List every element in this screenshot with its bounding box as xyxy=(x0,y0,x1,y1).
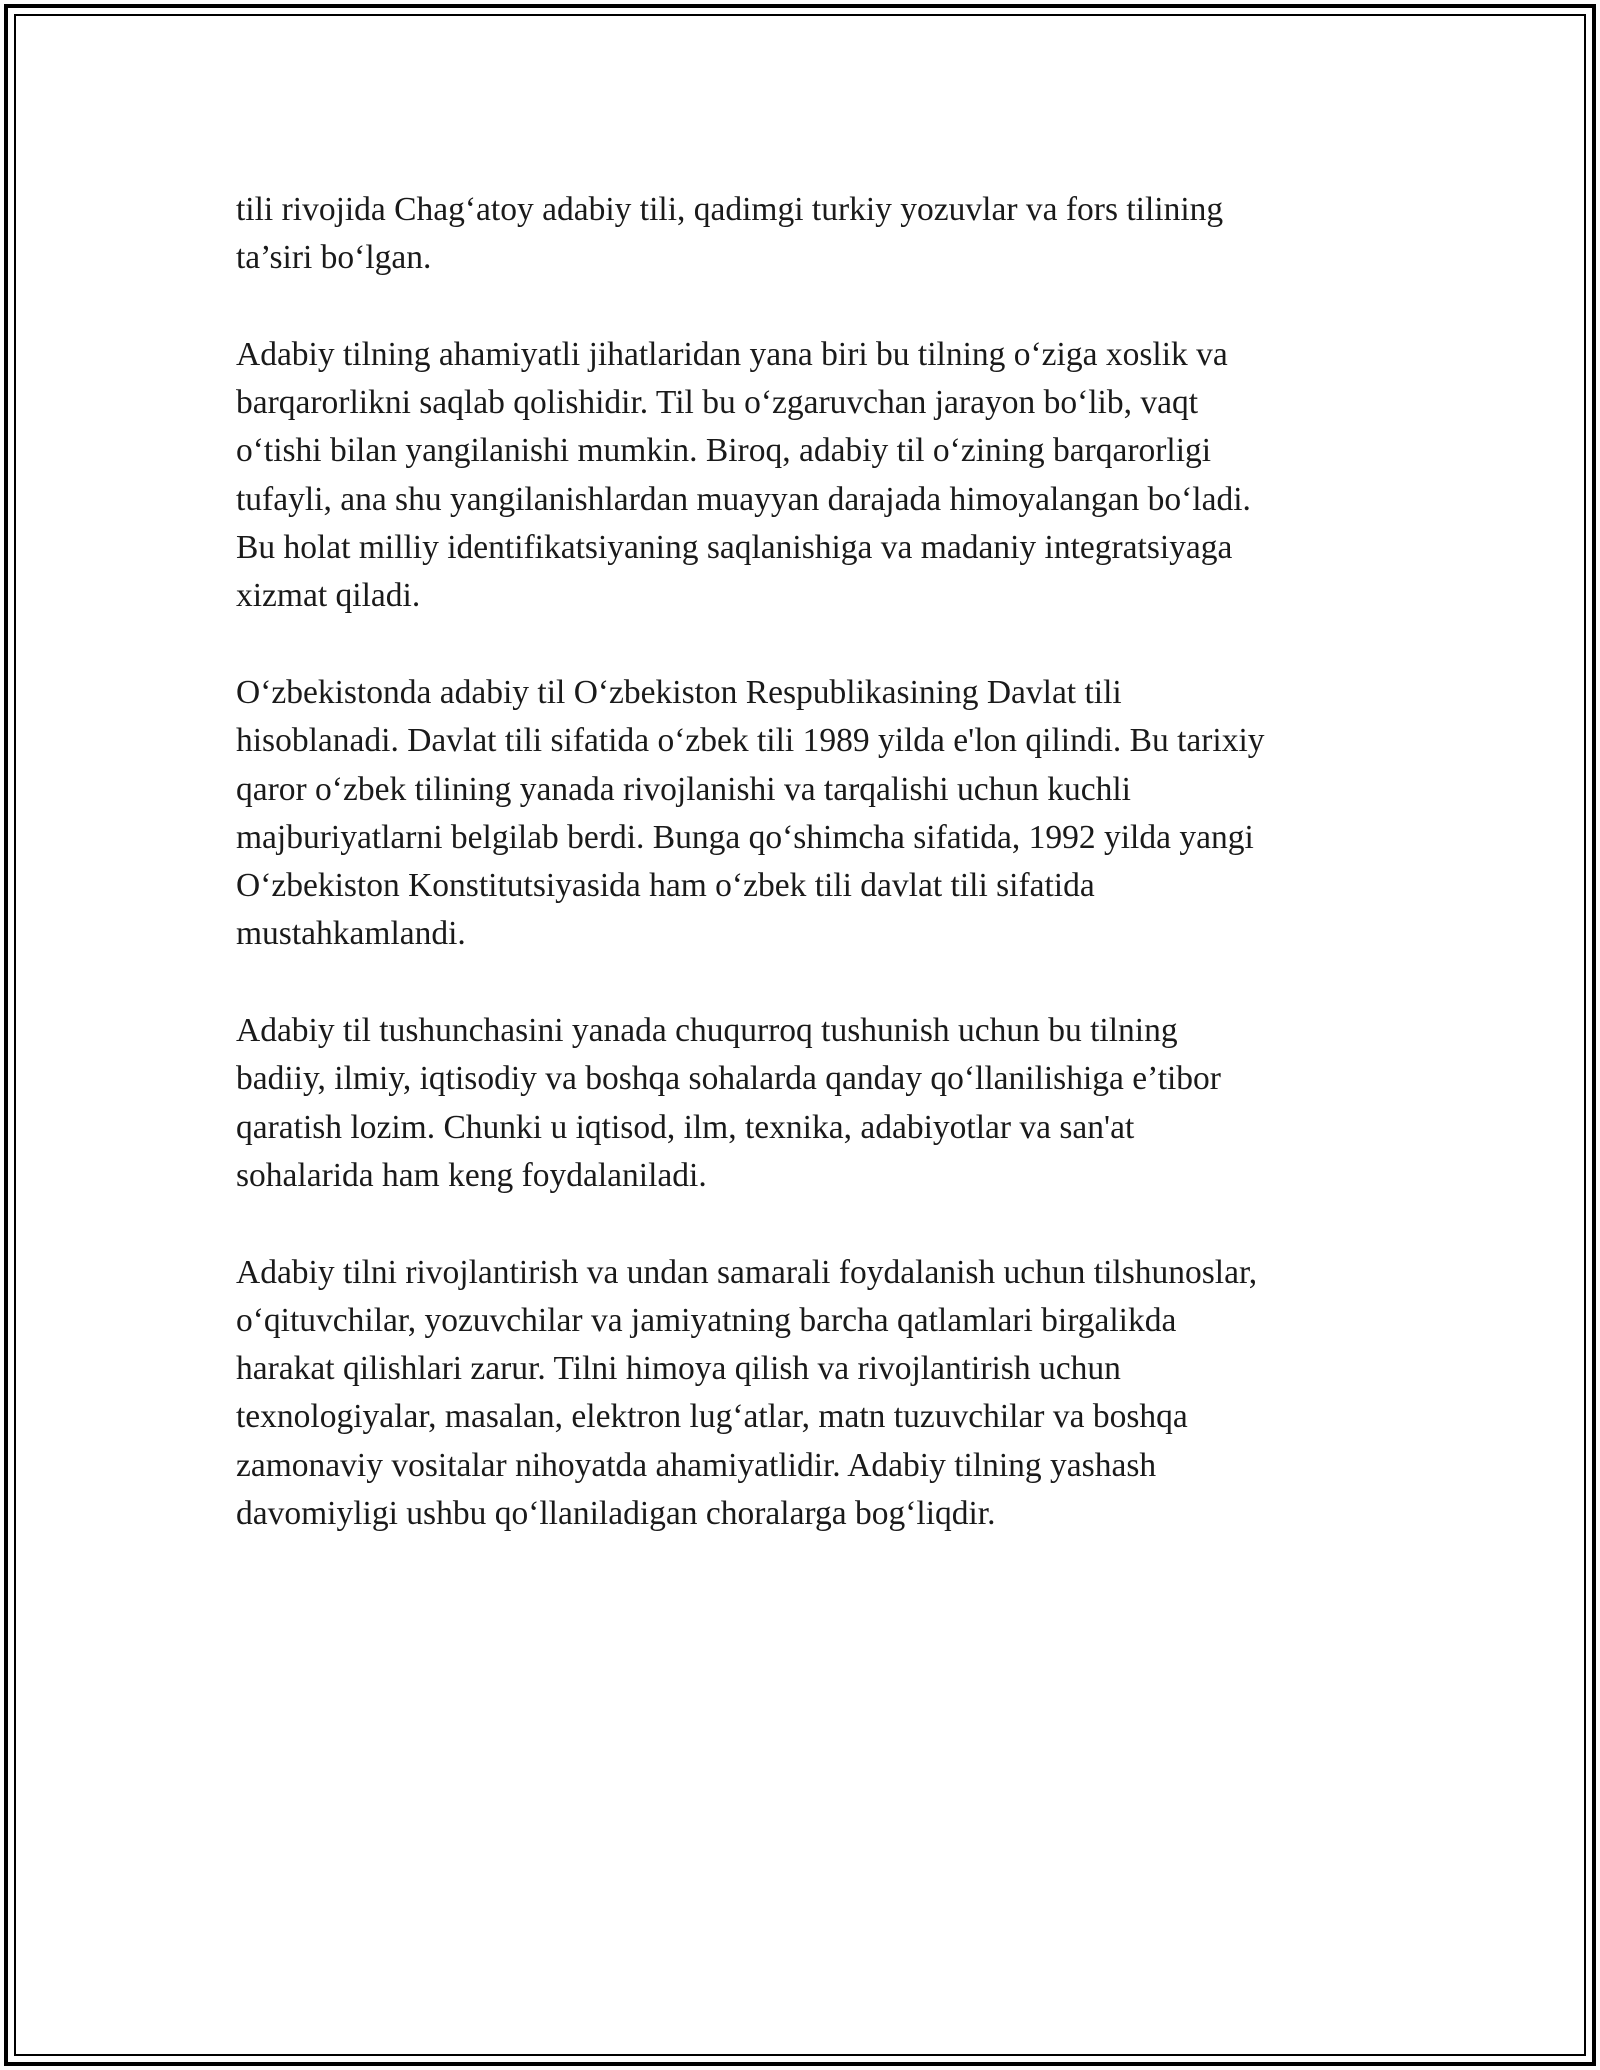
text-line: majburiyatlarni belgilab berdi. Bunga qo‘shimcha sifatida, 1992 yilda yangi xyxy=(236,818,1254,856)
text-line: badiiy, ilmiy, iqtisodiy va boshqa sohalarda qanday qo‘llanilishiga e’tibor xyxy=(236,1060,1221,1098)
text-line: sohalarida ham keng foydalaniladi. xyxy=(236,1156,707,1194)
text-line: mustahkamlandi. xyxy=(236,915,466,953)
paragraph-3 xyxy=(236,669,1376,959)
text-line: texnologiyalar, masalan, elektron lug‘atlar, matn tuzuvchilar va boshqa xyxy=(236,1398,1188,1436)
text-line: davomiyligi ushbu qo‘llaniladigan choralarga bog‘liqdir. xyxy=(236,1495,996,1533)
text-line: xizmat qiladi. xyxy=(236,577,421,615)
text-line: o‘tishi bilan yangilanishi mumkin. Biroq, adabiy til o‘zining barqarorligi xyxy=(236,432,1212,470)
paragraph-5 xyxy=(236,1249,1376,1539)
text-line: harakat qilishlari zarur. Tilni himoya qilish va rivojlantirish uchun xyxy=(236,1350,1121,1388)
text-line: tufayli, ana shu yangilanishlardan muayyan darajada himoyalangan bo‘ladi. xyxy=(236,480,1251,518)
document-body xyxy=(236,186,1376,1587)
text-line: barqarorlikni saqlab qolishidir. Til bu o‘zgaruvchan jarayon bo‘lib, vaqt xyxy=(236,384,1199,422)
text-line: Bu holat milliy identifikatsiyaning saqlanishiga va madaniy integratsiyaga xyxy=(236,529,1233,567)
text-line: zamonaviy vositalar nihoyatda ahamiyatlidir. Adabiy tilning yashash xyxy=(236,1446,1157,1484)
text-line: tili rivojida Chag‘atoy adabiy tili, qadimgi turkiy yozuvlar va fors tilining xyxy=(236,191,1224,228)
paragraph-4 xyxy=(236,1007,1376,1200)
text-line: Adabiy tilni rivojlantirish va undan samarali foydalanish uchun tilshunoslar, xyxy=(236,1253,1258,1291)
text-line: Adabiy til tushunchasini yanada chuqurroq tushunish uchun bu tilning xyxy=(236,1012,1178,1050)
text-line: Adabiy tilning ahamiyatli jihatlaridan yana biri bu tilning o‘ziga xoslik va xyxy=(236,335,1228,373)
text-line: hisoblanadi. Davlat tili sifatida o‘zbek tili 1989 yilda e'lon qilindi. Bu tarixiy xyxy=(236,722,1265,760)
text-line: ta’siri bo‘lgan. xyxy=(236,239,432,277)
text-line: O‘zbekistonda adabiy til O‘zbekiston Respublikasining Davlat tili xyxy=(236,673,1122,711)
text-line: qaror o‘zbek tilining yanada rivojlanishi va tarqalishi uchun kuchli xyxy=(236,770,1131,808)
text-line: qaratish lozim. Chunki u iqtisod, ilm, texnika, adabiyotlar va san'at xyxy=(236,1108,1135,1146)
paragraph-1 xyxy=(236,186,1376,283)
text-line: o‘qituvchilar, yozuvchilar va jamiyatning barcha qatlamlari birgalikda xyxy=(236,1301,1177,1339)
text-line: O‘zbekiston Konstitutsiyasida ham o‘zbek tili davlat tili sifatida xyxy=(236,867,1095,905)
paragraph-2 xyxy=(236,331,1376,621)
